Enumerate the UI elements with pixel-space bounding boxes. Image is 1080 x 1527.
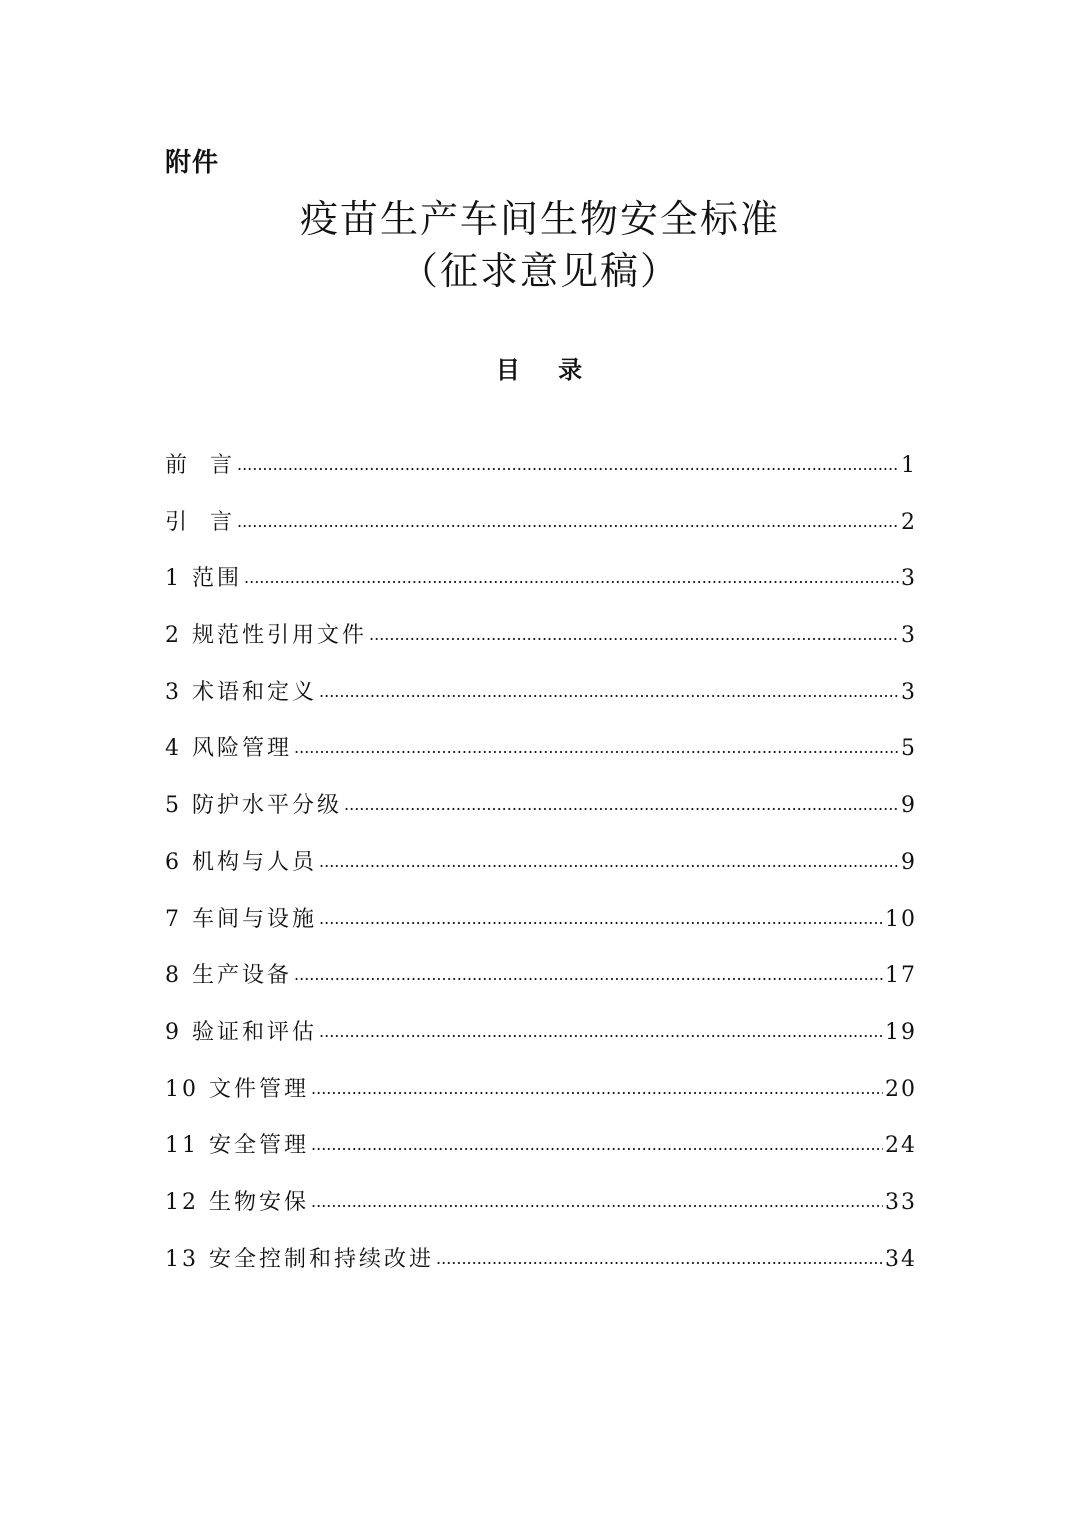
toc-entry[interactable] [165, 1242, 917, 1299]
toc-entry-label: 生产设备 [192, 963, 293, 989]
toc-leader-dots [319, 852, 899, 871]
toc-entry-number: 3 [165, 679, 192, 705]
toc-entry-label: 机构与人员 [192, 849, 318, 875]
toc-entry-number: 1 [165, 566, 192, 592]
toc-leader-dots [237, 455, 899, 474]
toc-leader-dots [344, 795, 899, 814]
toc-leader-dots [319, 1022, 883, 1041]
toc-entry[interactable] [165, 731, 917, 788]
document-subtitle: （征求意见稿） [399, 249, 680, 293]
toc-entry-number: 2 [165, 623, 192, 649]
toc-entry-label: 安全管理 [209, 1133, 310, 1159]
toc-entry-page: 3 [901, 679, 917, 705]
toc-entry[interactable] [165, 618, 917, 675]
document-title: 疫苗生产车间生物安全标准 [299, 197, 780, 241]
toc-leader-dots [311, 1135, 883, 1154]
toc-entry-label: 规范性引用文件 [192, 623, 368, 649]
toc-entry-number: 6 [165, 849, 192, 875]
toc-entry-label: 防护水平分级 [192, 793, 343, 819]
toc-entry-page: 2 [901, 509, 917, 535]
toc-leader-dots [294, 738, 899, 757]
toc-entry-page: 19 [885, 1019, 917, 1045]
toc-entry[interactable] [165, 675, 917, 732]
toc-leader-dots [237, 512, 899, 531]
toc-entry[interactable] [165, 1072, 917, 1129]
toc-entry-page: 33 [885, 1189, 917, 1215]
toc-entry[interactable] [165, 1128, 917, 1185]
toc-leader-dots [311, 1192, 883, 1211]
toc-entry-number: 10 [165, 1076, 209, 1102]
toc-entry-page: 10 [885, 906, 917, 932]
toc-entry-number: 12 [165, 1189, 209, 1215]
toc-entry-label: 引 言 [165, 509, 235, 535]
toc-entry-number: 4 [165, 736, 192, 762]
toc-entry-label: 范围 [192, 566, 243, 592]
toc-entry-number: 13 [165, 1246, 209, 1272]
toc-entry-page: 17 [885, 963, 917, 989]
toc-entry-label: 安全控制和持续改进 [209, 1246, 435, 1272]
toc-entry[interactable] [165, 902, 917, 959]
toc-entry[interactable] [165, 448, 917, 505]
toc-leader-dots [311, 1079, 883, 1098]
toc-entry-label: 风险管理 [192, 736, 293, 762]
toc-entry[interactable] [165, 1015, 917, 1072]
attachment-label: 附件 [165, 148, 220, 178]
toc-leader-dots [436, 1249, 883, 1268]
table-of-contents [165, 448, 917, 1298]
toc-entry[interactable] [165, 788, 917, 845]
toc-entry[interactable] [165, 958, 917, 1015]
toc-entry-page: 24 [885, 1133, 917, 1159]
toc-leader-dots [369, 625, 899, 644]
toc-entry-page: 3 [901, 623, 917, 649]
toc-entry-label: 前 言 [165, 453, 235, 478]
toc-entry-label: 验证和评估 [192, 1019, 318, 1045]
toc-entry-page: 9 [901, 849, 917, 875]
toc-entry[interactable] [165, 845, 917, 902]
toc-entry-number: 9 [165, 1019, 192, 1045]
toc-entry-page: 5 [901, 736, 917, 762]
toc-entry[interactable] [165, 561, 917, 618]
toc-entry-number: 7 [165, 906, 192, 932]
toc-entry[interactable] [165, 1185, 917, 1242]
toc-entry-label: 生物安保 [209, 1189, 310, 1215]
toc-entry-number: 8 [165, 963, 192, 989]
toc-leader-dots [294, 965, 883, 984]
toc-leader-dots [244, 568, 899, 587]
toc-leader-dots [319, 682, 899, 701]
toc-entry-label: 车间与设施 [192, 906, 318, 932]
toc-entry-page: 9 [901, 793, 917, 819]
toc-heading: 目 录 [495, 356, 585, 384]
toc-entry-label: 文件管理 [209, 1076, 310, 1102]
toc-entry-number: 5 [165, 793, 192, 819]
toc-leader-dots [319, 909, 883, 928]
toc-entry-page: 1 [901, 453, 917, 478]
toc-entry-page: 20 [885, 1076, 917, 1102]
toc-entry-page: 34 [885, 1246, 917, 1272]
toc-entry-label: 术语和定义 [192, 679, 318, 705]
toc-entry-number: 11 [165, 1133, 209, 1159]
toc-entry[interactable] [165, 505, 917, 562]
toc-entry-page: 3 [901, 566, 917, 592]
